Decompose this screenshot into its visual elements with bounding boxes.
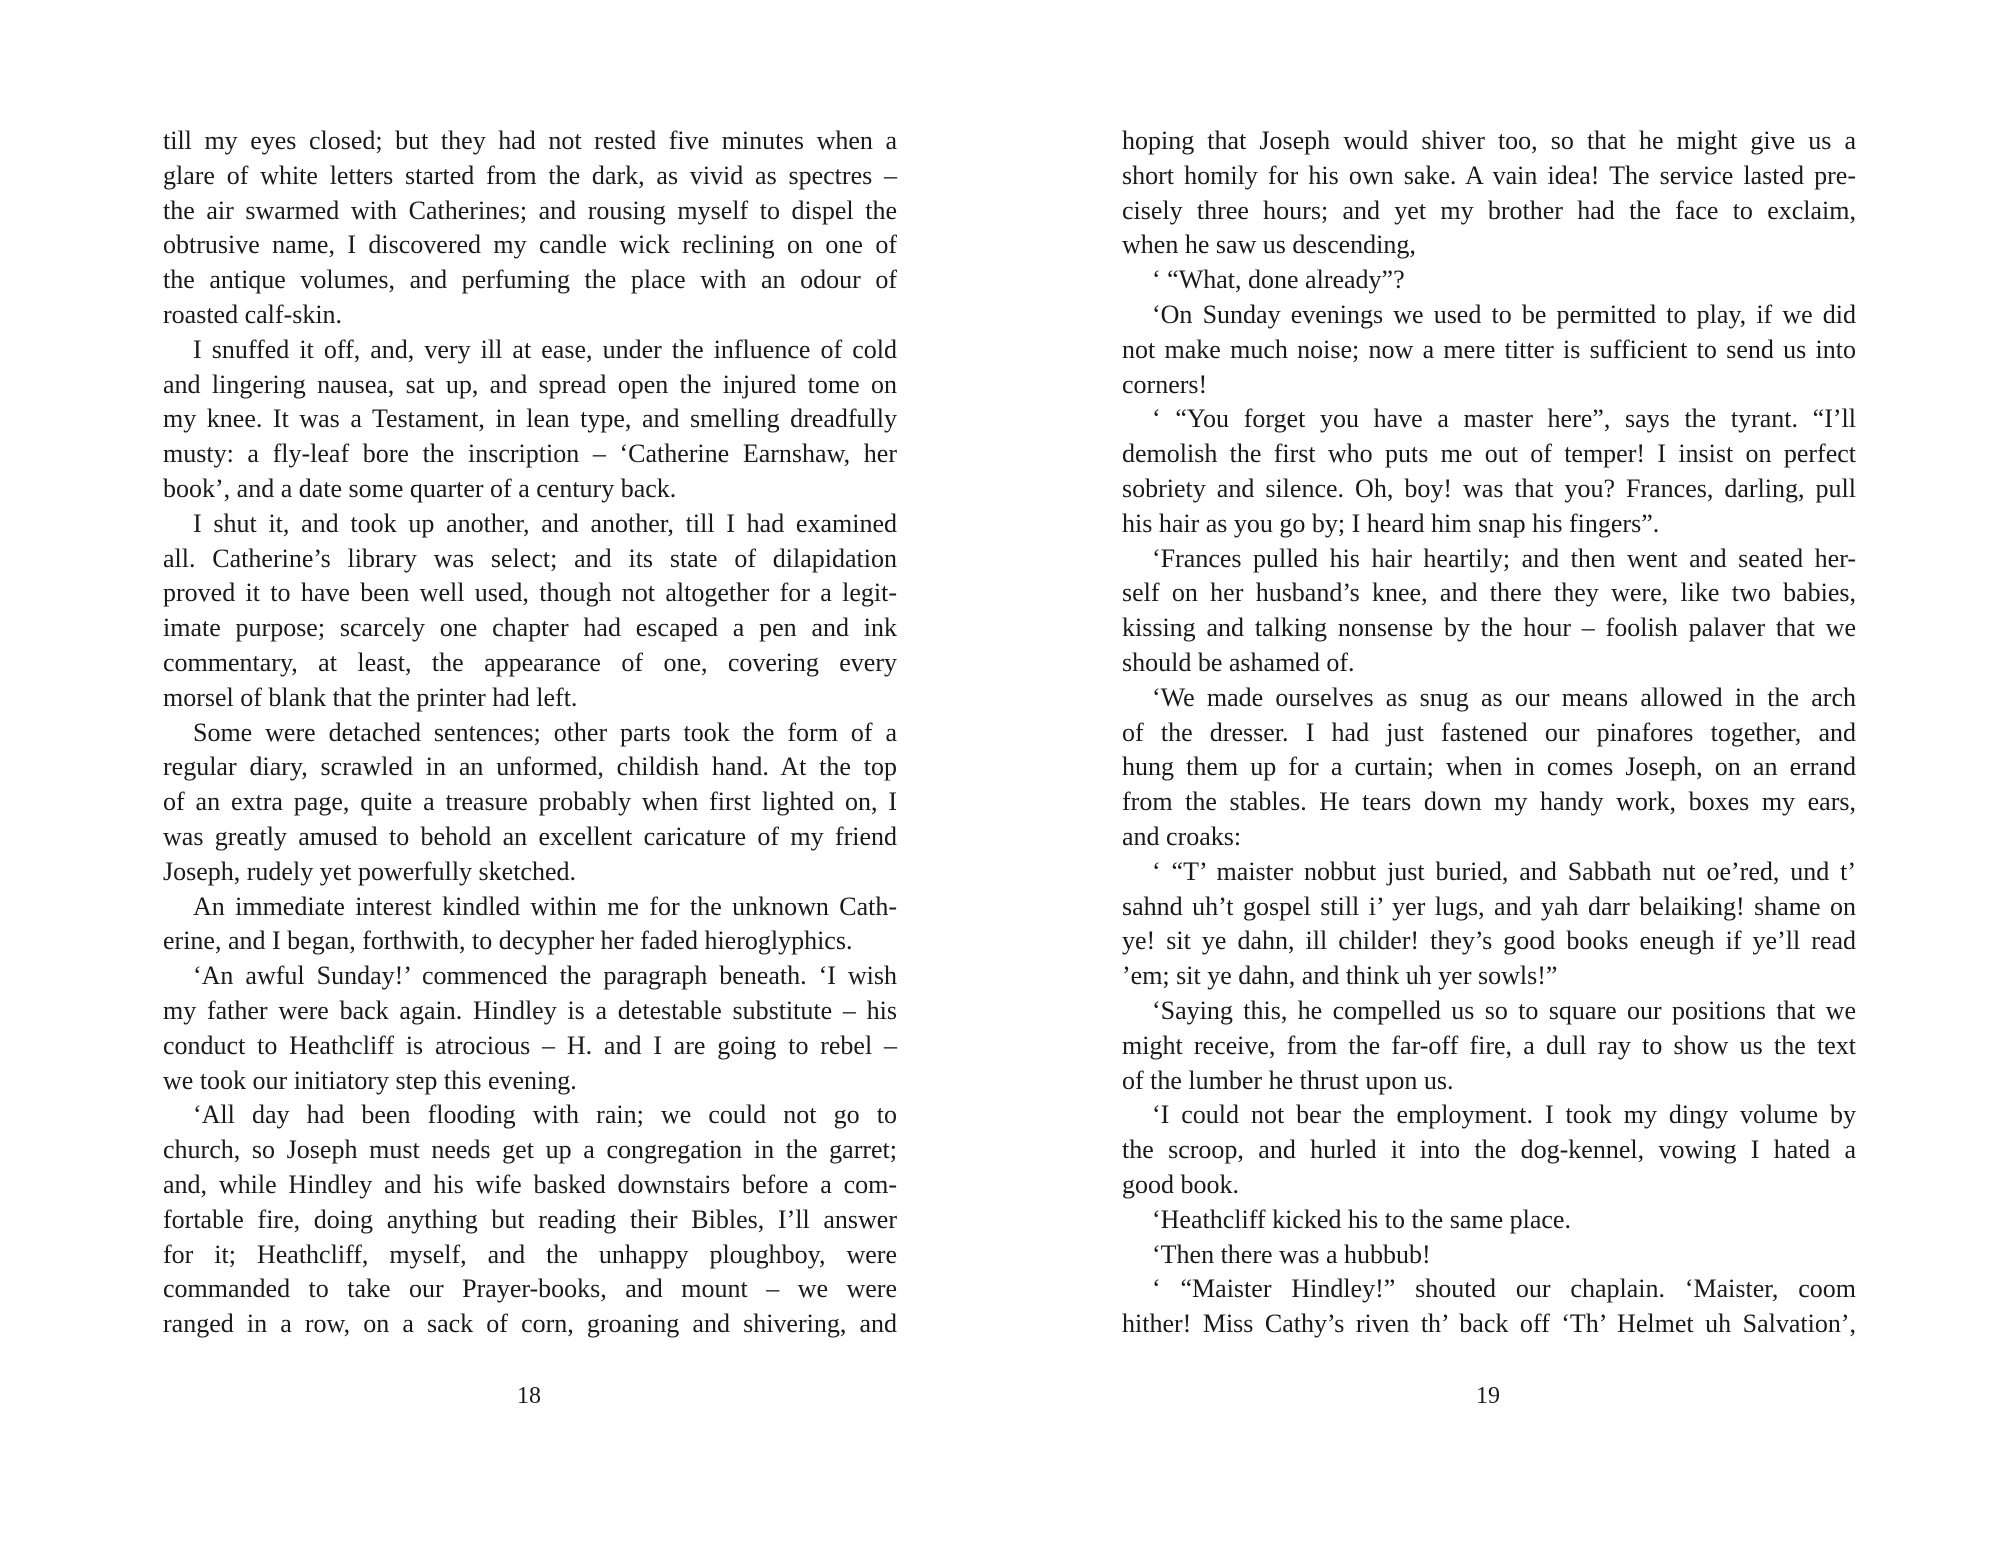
text-line: ‘All day had been flooding with rain; we could not go to [193,1100,897,1130]
text-line: ‘Then there was a hubbub! [1152,1239,1431,1269]
text-line: the scroop, and hurled it into the dog-kennel, vowing I hated a [1122,1135,1856,1165]
text-line: erine, and I began, forthwith, to decypher her faded hieroglyphics. [163,926,853,956]
text-line: my knee. It was a Testament, in lean type, and smelling dreadfully [163,404,897,434]
text-line: fortable fire, doing anything but reading their Bibles, I’ll answer [163,1204,897,1234]
text-line: musty: a fly-leaf bore the inscription – ‘Catherine Earnshaw, her [163,439,897,469]
text-line: corners! [1122,369,1208,399]
text-line: I shut it, and took up another, and another, till I had examined [193,508,897,538]
text-line: cisely three hours; and yet my brother had the face to exclaim, [1122,195,1856,225]
left-page-text [163,124,897,1342]
text-line: proved it to have been well used, though not altogether for a legit- [163,578,897,608]
text-line: An immediate interest kindled within me for the unknown Cath- [193,891,897,921]
right-page-number: 19 [1476,1383,1500,1409]
text-line: obtrusive name, I discovered my candle wick reclining on one of [163,230,897,260]
text-line: good book. [1122,1169,1239,1199]
text-line: kissing and talking nonsense by the hour – foolish palaver that we [1122,613,1856,643]
text-line: ‘We made ourselves as snug as our means allowed in the arch [1152,682,1856,712]
text-line: conduct to Heathcliff is atrocious – H. and I are going to rebel – [163,1030,897,1060]
text-line: commanded to take our Prayer-books, and mount – we were [163,1274,897,1304]
text-line: of the dresser. I had just fastened our pinafores together, and [1122,717,1856,747]
left-page-number: 18 [517,1383,541,1409]
text-line: Joseph, rudely yet powerfully sketched. [163,856,577,886]
text-line: demolish the first who puts me out of temper! I insist on perfect [1122,439,1856,469]
text-line: and, while Hindley and his wife basked downstairs before a com- [163,1169,897,1199]
text-line: commentary, at least, the appearance of one, covering every [163,647,897,677]
text-line: from the stables. He tears down my handy work, boxes my ears, [1122,787,1856,817]
text-line: glare of white letters started from the dark, as vivid as spectres – [163,160,897,190]
text-line: ranged in a row, on a sack of corn, groaning and shivering, and [163,1309,897,1339]
text-line: ‘Heathcliff kicked his to the same place. [1152,1204,1571,1234]
text-line: ‘ “You forget you have a master here”, says the tyrant. “I’ll [1152,404,1856,434]
text-line: ‘Frances pulled his hair heartily; and then went and seated her- [1152,543,1856,573]
text-line: ‘ “Maister Hindley!” shouted our chaplain. ‘Maister, coom [1152,1274,1856,1304]
text-line: the air swarmed with Catherines; and rousing myself to dispel the [163,195,897,225]
text-line: was greatly amused to behold an excellent caricature of my friend [163,821,897,851]
text-line: ‘ “What, done already”? [1152,265,1405,295]
text-line: ‘Saying this, he compelled us so to square our positions that we [1152,995,1856,1025]
text-line: the antique volumes, and perfuming the place with an odour of [163,265,897,295]
text-line: Some were detached sentences; other parts took the form of a [193,717,897,747]
text-line: ‘I could not bear the employment. I took my dingy volume by [1152,1100,1856,1130]
text-line: short homily for his own sake. A vain idea! The service lasted pre- [1122,160,1856,190]
text-line: book’, and a date some quarter of a century back. [163,473,677,503]
text-line: sahnd uh’t gospel still i’ yer lugs, and yah darr belaiking! shame on [1122,891,1856,921]
text-line: hung them up for a curtain; when in comes Joseph, on an errand [1122,752,1856,782]
text-line: of an extra page, quite a treasure probably when first lighted on, I [163,787,897,817]
text-line: sobriety and silence. Oh, boy! was that you? Frances, darling, pull [1122,473,1856,503]
text-line: till my eyes closed; but they had not rested five minutes when a [163,126,897,155]
text-line: not make much noise; now a mere titter is sufficient to send us into [1122,334,1856,364]
text-line: hoping that Joseph would shiver too, so that he might give us a [1122,126,1856,155]
text-line: regular diary, scrawled in an unformed, childish hand. At the top [163,752,897,782]
text-line: I snuffed it off, and, very ill at ease, under the influence of cold [193,334,897,364]
text-line: should be ashamed of. [1122,647,1355,677]
text-line: morsel of blank that the printer had left. [163,682,578,712]
text-line: and croaks: [1122,821,1242,851]
text-line: his hair as you go by; I heard him snap his fingers”. [1122,508,1660,538]
text-line: imate purpose; scarcely one chapter had escaped a pen and ink [163,613,897,643]
text-line: ‘An awful Sunday!’ commenced the paragraph beneath. ‘I wish [193,961,897,991]
text-line: church, so Joseph must needs get up a congregation in the garret; [163,1135,897,1165]
text-line: ‘On Sunday evenings we used to be permitted to play, if we did [1152,299,1856,329]
right-page-text [1122,124,1856,1342]
text-line: all. Catherine’s library was select; and its state of dilapidation [163,543,897,573]
text-line: of the lumber he thrust upon us. [1122,1065,1454,1095]
text-line: ’em; sit ye dahn, and think uh yer sowls!” [1122,961,1558,991]
text-line: ‘ “T’ maister nobbut just buried, and Sabbath nut oe’red, und t’ [1152,856,1856,886]
text-line: ye! sit ye dahn, ill childer! they’s good books eneugh if ye’ll read [1122,926,1856,956]
text-line: and lingering nausea, sat up, and spread open the injured tome on [163,369,897,399]
text-line: hither! Miss Cathy’s riven th’ back off ‘Th’ Helmet uh Salvation’, [1122,1309,1856,1339]
text-line: my father were back again. Hindley is a detestable substitute – his [163,995,897,1025]
text-line: when he saw us descending, [1122,230,1416,260]
text-line: we took our initiatory step this evening. [163,1065,577,1095]
text-line: self on her husband’s knee, and there they were, like two babies, [1122,578,1856,608]
text-line: roasted calf-skin. [163,299,343,329]
text-line: might receive, from the far-off fire, a dull ray to show us the text [1122,1030,1856,1060]
text-line: for it; Heathcliff, myself, and the unhappy ploughboy, were [163,1239,897,1269]
